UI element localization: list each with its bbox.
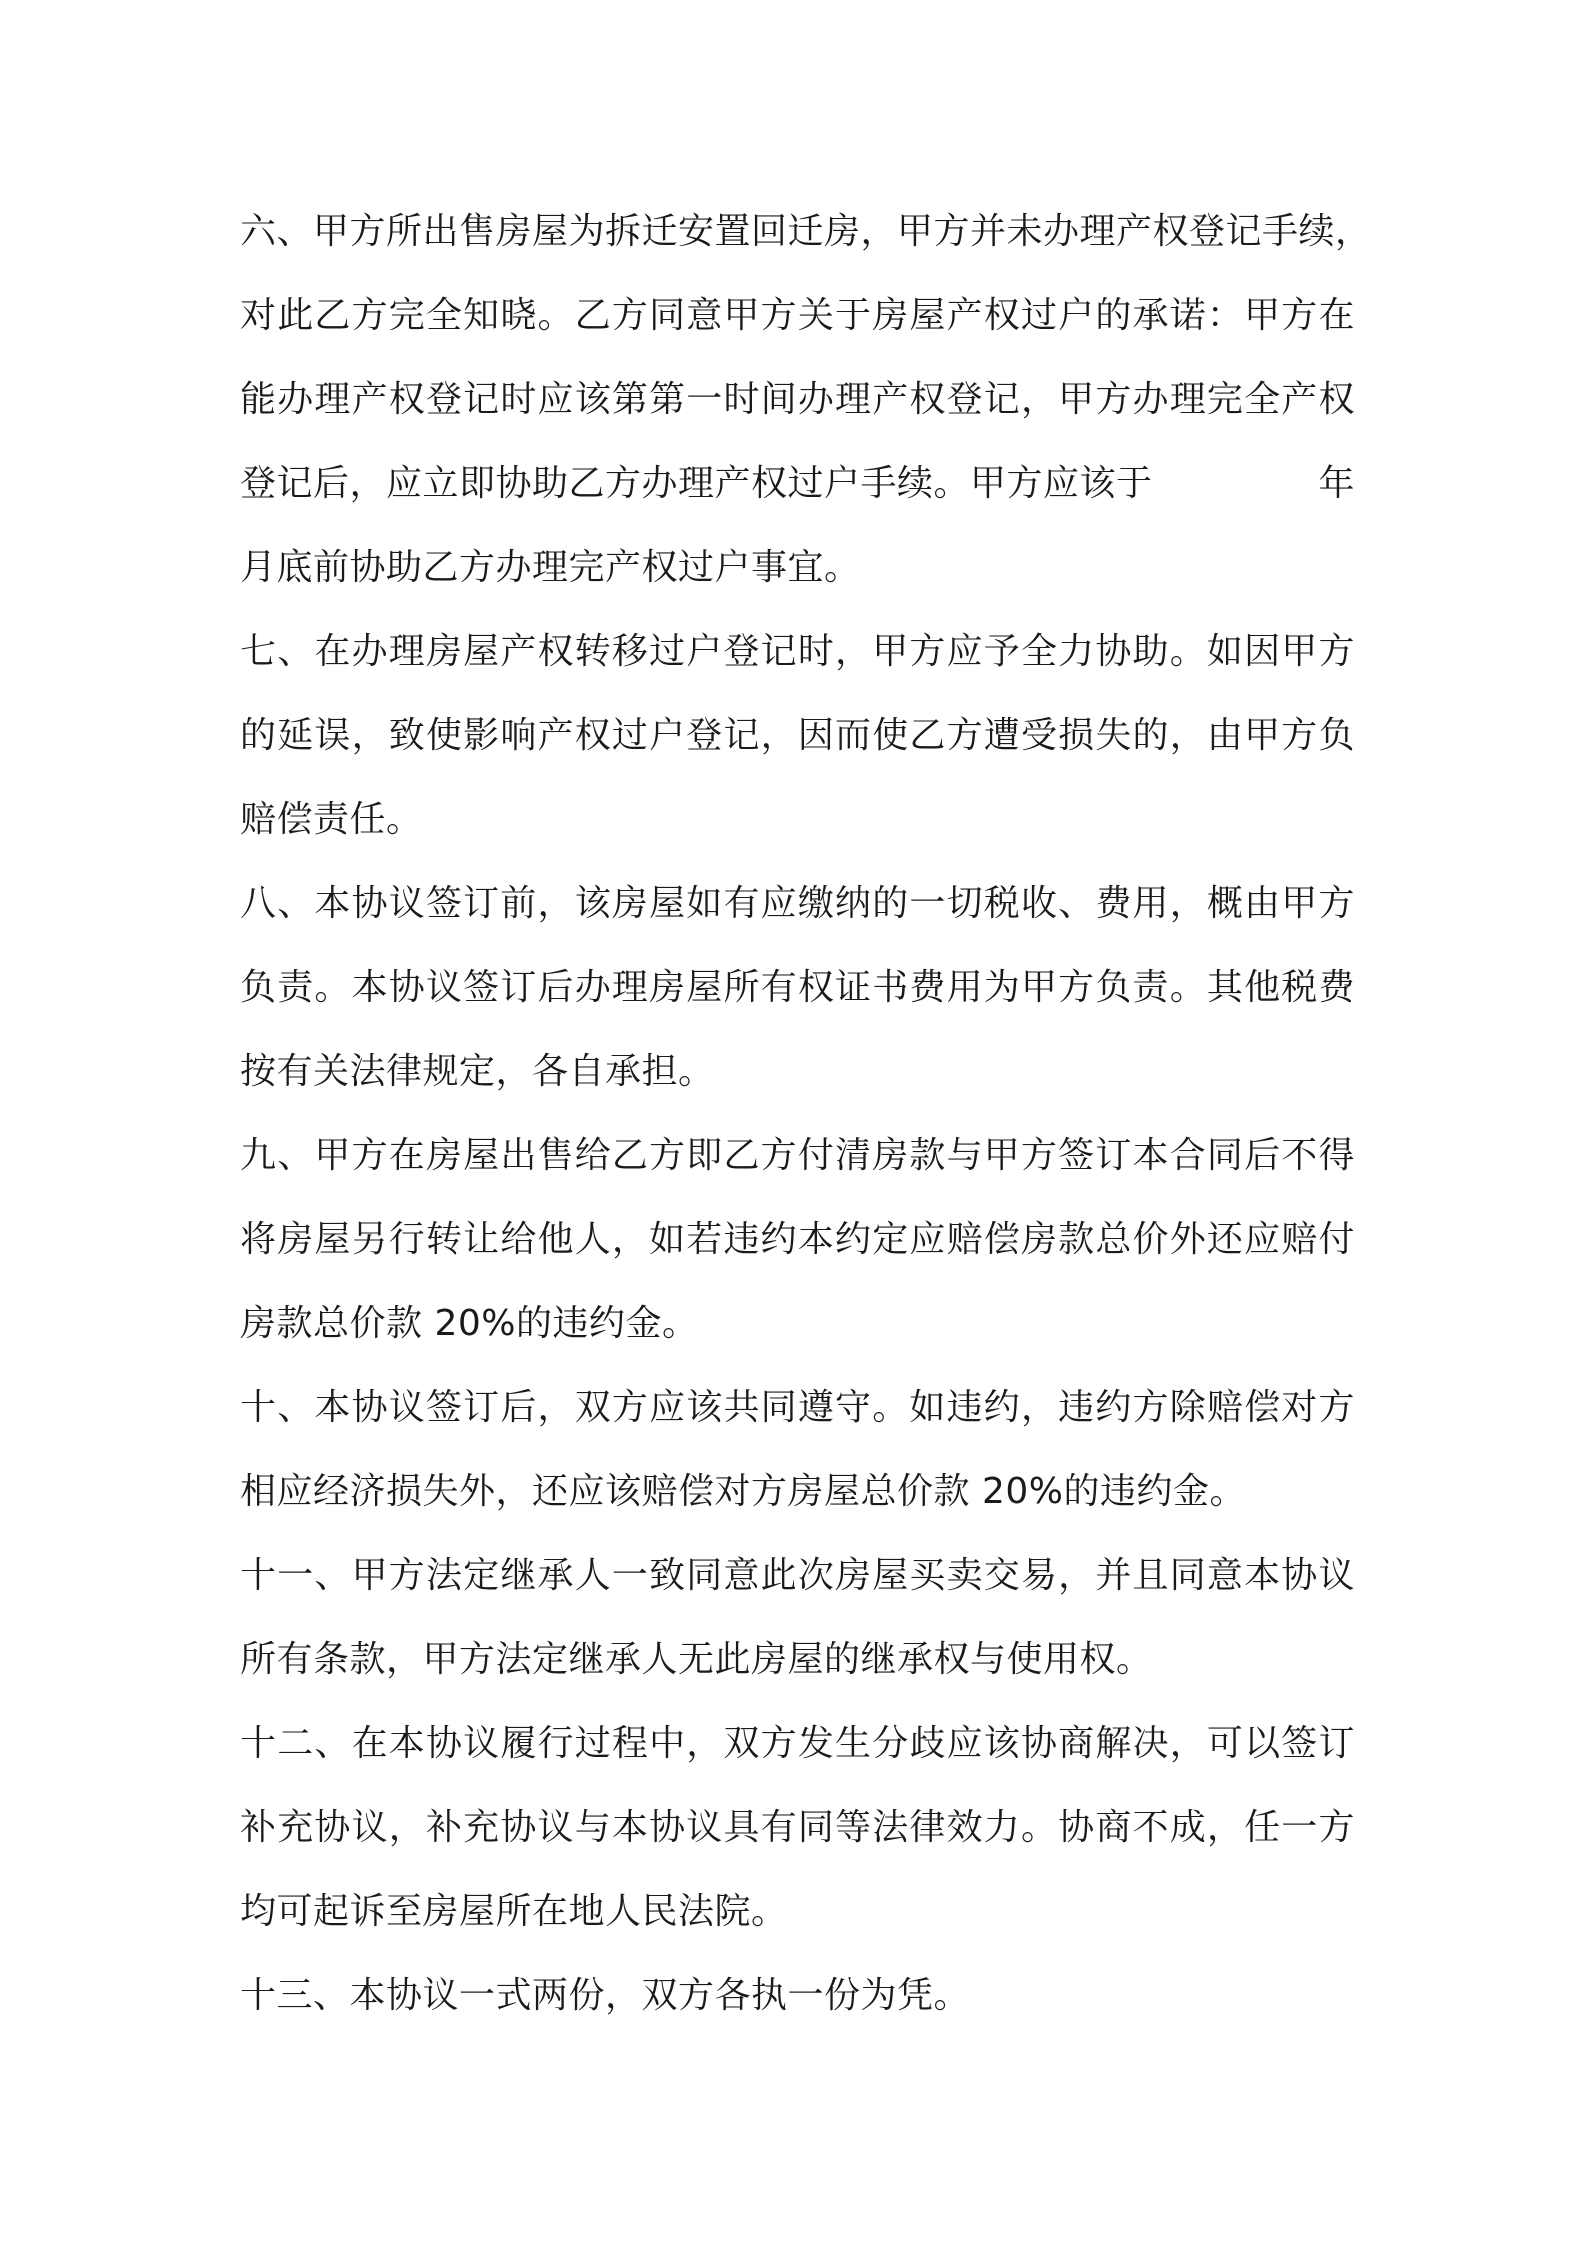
clause-line: 赔偿责任。 [240,799,423,840]
clause-line: 月底前协助乙方办理完产权过户事宜。 [240,547,861,588]
clause-line: 相应经济损失外，还应该赔偿对方房屋总价款 20%的违约金。 [240,1471,1246,1512]
clause-line: 补充协议，补充协议与本协议具有同等法律效力。协商不成，任一方 [240,1807,1355,1848]
clause-11 [240,1534,1355,1702]
clause-line: 房款总价款 20%的违约金。 [240,1303,699,1344]
clause-13 [240,1954,1355,2038]
clause-10 [240,1366,1355,1534]
clause-line: 六、甲方所出售房屋为拆迁安置回迁房，甲方并未办理产权登记手续， [240,211,1372,252]
clause-line: 所有条款，甲方法定继承人无此房屋的继承权与使用权。 [240,1639,1153,1680]
clause-line: 十二、在本协议履行过程中，双方发生分歧应该协商解决，可以签订 [240,1723,1355,1764]
clause-line: 的延误，致使影响产权过户登记，因而使乙方遭受损失的，由甲方负 [240,715,1355,756]
clause-line: 八、本协议签订前，该房屋如有应缴纳的一切税收、费用，概由甲方 [240,883,1355,924]
clause-line: 将房屋另行转让给他人，如若违约本约定应赔偿房款总价外还应赔付 [240,1219,1355,1260]
clause-line-text: 登记后，应立即协助乙方办理产权过户手续。甲方应该于 [240,463,1153,504]
clause-line: 十、本协议签订后，双方应该共同遵守。如违约，违约方除赔偿对方 [240,1387,1355,1428]
clause-8 [240,862,1355,1114]
clause-line: 十一、甲方法定继承人一致同意此次房屋买卖交易，并且同意本协议 [240,1555,1355,1596]
clause-line-with-blank [240,442,1355,526]
clause-7 [240,610,1355,862]
clause-9 [240,1114,1355,1366]
clause-line: 九、甲方在房屋出售给乙方即乙方付清房款与甲方签订本合同后不得 [240,1135,1355,1176]
clause-line: 对此乙方完全知晓。乙方同意甲方关于房屋产权过户的承诺：甲方在 [240,295,1355,336]
clause-line: 能办理产权登记时应该第第一时间办理产权登记，甲方办理完全产权 [240,379,1355,420]
clause-line: 按有关法律规定，各自承担。 [240,1051,715,1092]
clause-list [240,190,1372,2038]
clause-line: 负责。本协议签订后办理房屋所有权证书费用为甲方负责。其他税费 [240,967,1355,1008]
clause-line: 十三、本协议一式两份，双方各执一份为凭。 [240,1975,971,2016]
clause-6 [240,190,1372,610]
clause-line: 七、在办理房屋产权转移过户登记时，甲方应予全力协助。如因甲方 [240,631,1355,672]
clause-line: 均可起诉至房屋所在地人民法院。 [240,1891,788,1932]
year-label: 年 [1318,463,1355,504]
clause-12 [240,1702,1355,1954]
